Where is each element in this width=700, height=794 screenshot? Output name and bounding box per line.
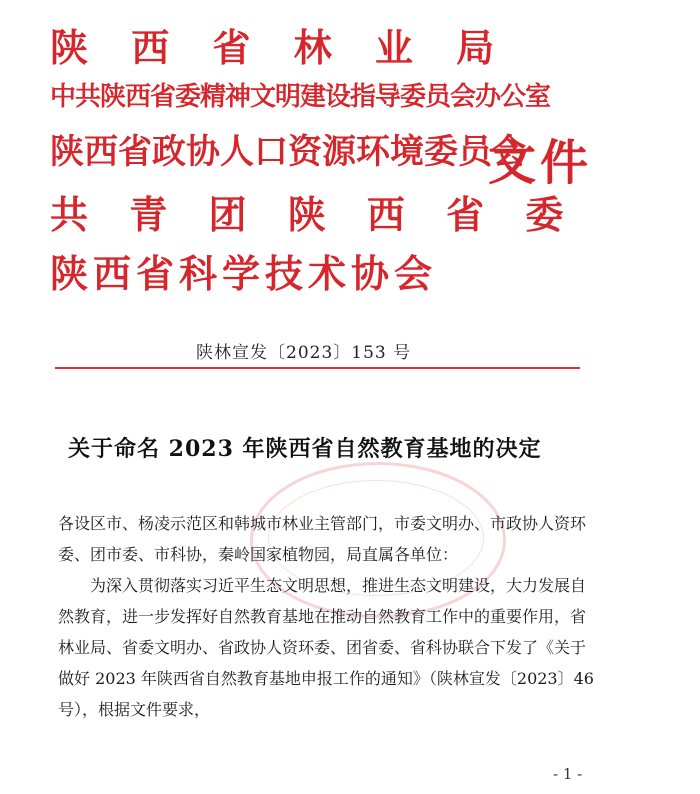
issuer-youth-league: 共 青 团 陕 西 省 委: [50, 193, 578, 237]
issuer-forestry-bureau: 陕 西 省 林 业 局: [50, 26, 510, 70]
body-paragraph-1: 为深入贯彻落实习近平生态文明思想，推进生态文明建设，大力发展自然教育，进一步发挥好自然教育基地在推动自然教育工作中的重要作用，省林业局、省委文明办、省政协人资环委、团省委、省科协联合下发了《关于做好 2023 年陕西省自然教育基地申报工作的通知》（陕林宣发〔2023〕46 号），根据文件要求，: [58, 576, 594, 719]
issuer-cppcc-committee: 陕西省政协人口资源环境委员会: [50, 132, 526, 172]
recipients-paragraph: 各设区市、杨凌示范区和韩城市林业主管部门，市委文明办、市政协人资环委、团市委、市科协，秦岭国家植物园，局直属各单位：: [58, 514, 587, 564]
issuer-civilization-office: 中共陕西省委精神文明建设指导委员会办公室: [50, 82, 551, 112]
page-number: - 1 -: [553, 765, 583, 783]
document-type-label: 文件: [488, 135, 593, 191]
issuer-science-association: 陕西省科学技术协会: [50, 252, 438, 296]
red-header-divider: [55, 367, 580, 369]
document-body: [58, 508, 598, 725]
document-title: 关于命名 2023 年陕西省自然教育基地的决定: [68, 436, 542, 462]
document-number: 陕林宣发〔2023〕153 号: [196, 343, 412, 363]
